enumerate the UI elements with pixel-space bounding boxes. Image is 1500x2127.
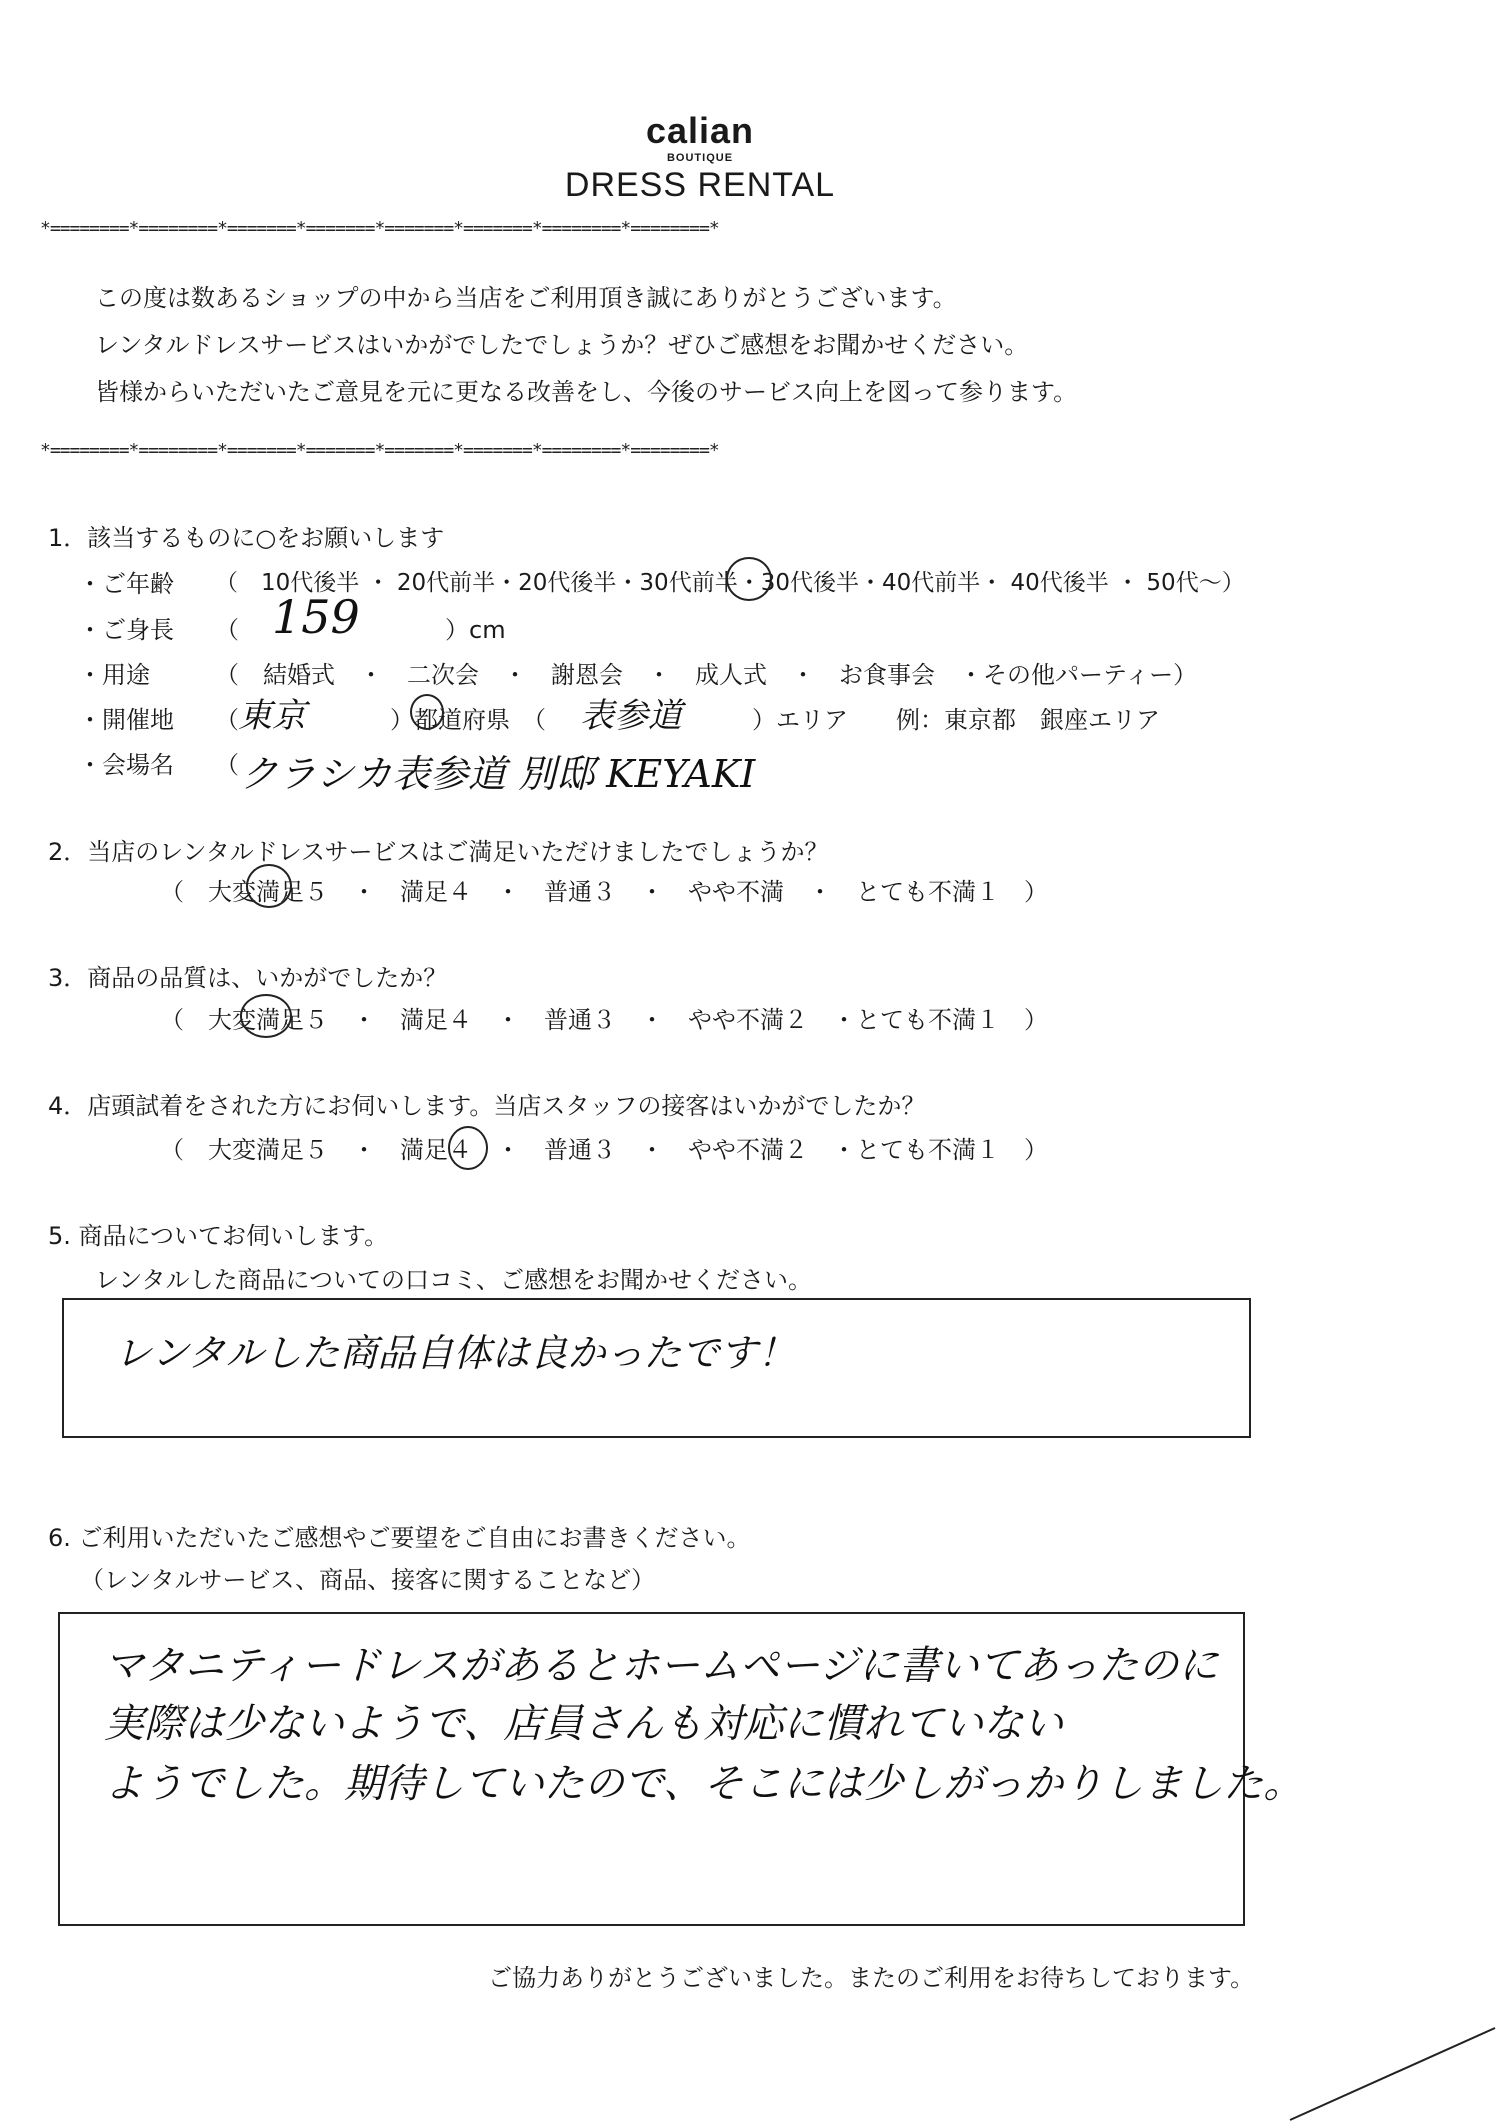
intro-line-1: この度は数あるショップの中から当店をご利用頂き誠にありがとうございます。 (95, 284, 957, 312)
page-corner-line (1270, 2020, 1500, 2127)
age-options: （ 10代後半 ・ 20代前半・20代後半・30代前半・30代後半・40代前半・ 40代後半 ・ 50代～） (215, 570, 1245, 596)
q3-title: 3．商品の品質は、いかがでしたか？ (48, 964, 448, 992)
q6-answer-box (58, 1612, 1304, 1926)
venue-prefecture-value: 東京 (238, 696, 306, 736)
brand-sub: BOUTIQUE (666, 152, 734, 164)
q6-answer-line-1: マタニティードレスがあるとホームページに書いてあったのに (104, 1643, 1219, 1689)
service-title: DRESS RENTAL (564, 166, 836, 204)
q3-options: （ 大変満足５ ・ 満足４ ・ 普通３ ・ やや不満２ ・とても不満１ ） (160, 1006, 1048, 1034)
hall-value: クラシカ表参道 別邸 KEYAKI (240, 752, 756, 796)
q5-answer-box (62, 1298, 1251, 1438)
separator-top: *========*========*=======*=======*=======*=======*========*========* (40, 218, 719, 239)
purpose-label: ・用途 (78, 661, 150, 689)
purpose-options: （ 結婚式 ・ 二次会 ・ 謝恩会 ・ 成人式 ・ お食事会 ・その他パーティー） (215, 661, 1198, 689)
venue-open-paren: （ (215, 706, 239, 734)
q2-options: （ 大変満足５ ・ 満足４ ・ 普通３ ・ やや不満 ・ とても不満１ ） (160, 878, 1048, 906)
separator-bottom: *========*========*=======*=======*=======*=======*========*========* (40, 440, 719, 461)
q6-subtitle: （レンタルサービス、商品、接客に関することなど） (80, 1566, 656, 1594)
footer-thanks: ご協力ありがとうございました。またのご利用をお待ちしております。 (488, 1964, 1255, 1992)
q4-selection-circle (448, 1126, 488, 1170)
venue-prefecture-suffix: ）都道府県 （ (390, 706, 546, 734)
q3-selection-circle (240, 994, 292, 1038)
age-label: ・ご年齢 (78, 570, 174, 598)
height-value: 159 (272, 590, 360, 644)
q4-title: 4．店頭試着をされた方にお伺いします。当店スタッフの接客はいかがでしたか？ (48, 1092, 926, 1120)
age-selection-circle (726, 557, 772, 601)
q1-title: 1．該当するものに○をお願いします (48, 524, 445, 552)
hall-open-paren: （ (215, 751, 239, 779)
intro-line-3: 皆様からいただいたご意見を元に更なる改善をし、今後のサービス向上を図って参ります。 (95, 378, 1078, 406)
q6-answer-line-2: 実際は少ないようで、店員さんも対応に慣れていない (104, 1701, 1064, 1747)
q6-title: 6. ご利用いただいたご感想やご要望をご自由にお書きください。 (48, 1524, 751, 1552)
hall-label: ・会場名 (78, 751, 174, 779)
prefecture-selection-circle (410, 694, 444, 730)
height-label: ・ご身長 (78, 616, 174, 644)
q5-title: 5. 商品についてお伺いします。 (48, 1222, 389, 1250)
intro-line-2: レンタルドレスサービスはいかがでしたでしょうか？ぜひご感想をお聞かせください。 (95, 331, 1029, 359)
q5-subtitle: レンタルした商品についての口コミ、ご感想をお聞かせください。 (95, 1266, 812, 1294)
q5-answer-text: レンタルした商品自体は良かったです！ (114, 1331, 796, 1375)
venue-area-value: 表参道 (580, 696, 682, 736)
q4-options: （ 大変満足５ ・ 満足４ ・ 普通３ ・ やや不満２ ・とても不満１ ） (160, 1136, 1048, 1164)
height-unit: ）cm (445, 616, 506, 644)
q2-selection-circle (246, 864, 292, 908)
q2-title: 2．当店のレンタルドレスサービスはご満足いただけましたでしょうか？ (48, 838, 829, 866)
venue-label: ・開催地 (78, 706, 174, 734)
brand-logo: calian (645, 110, 755, 151)
q6-answer-line-3: ようでした。期待していたので、そこには少しがっかりしました。 (104, 1761, 1304, 1807)
venue-area-suffix: ）エリア 例：東京都 銀座エリア (752, 706, 1160, 734)
height-open-paren: （ (215, 616, 239, 644)
